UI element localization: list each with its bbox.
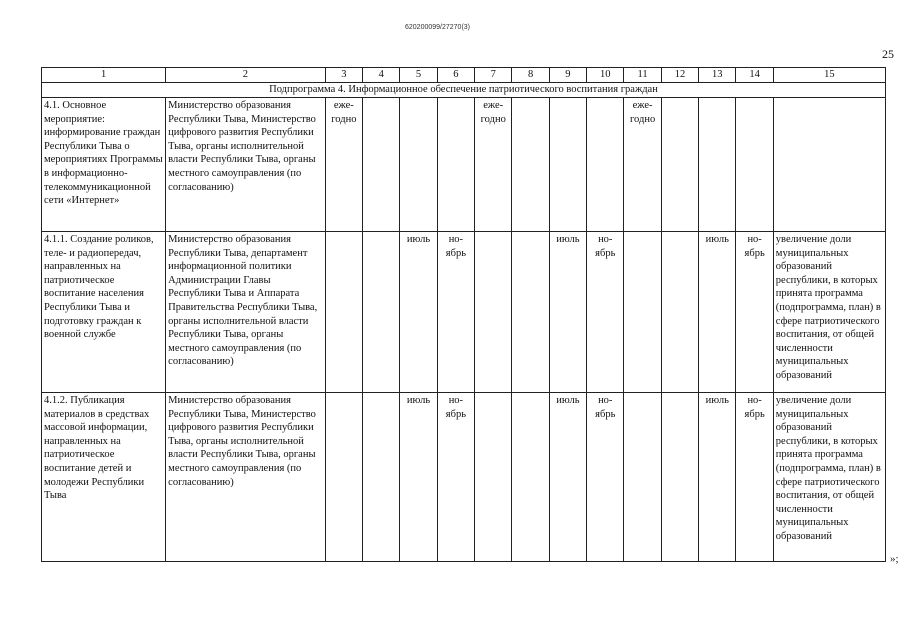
term-cell: еже- годно <box>624 98 661 232</box>
executor-cell: Министерство образования Республики Тыва, Министерство цифрового развития Республики Тыва, органы исполнительной власти Республики Тыва, органы местного самоуправления (по согласованию) <box>166 393 326 562</box>
term-cell: июль <box>699 232 736 393</box>
result-cell: увеличение доли муниципальных образований республики, в которых принята программа (подпрограмма, план) в сфере патриотического воспитания, от общей численности муниципальных образований <box>773 232 885 393</box>
column-number-row <box>42 68 886 83</box>
term-cell: но- ябрь <box>736 393 773 562</box>
result-cell: увеличение доли муниципальных образований республики, в которых принята программа (подпрограмма, план) в сфере патриотического воспитания, от общей численности муниципальных образований <box>773 393 885 562</box>
column-header: 15 <box>773 68 885 83</box>
document-id: 620200099/27270(3) <box>405 24 471 31</box>
term-cell: июль <box>549 232 586 393</box>
column-header: 6 <box>437 68 474 83</box>
term-cell <box>699 98 736 232</box>
term-cell <box>549 98 586 232</box>
term-cell <box>400 98 437 232</box>
table-row <box>42 393 886 562</box>
term-cell: но- ябрь <box>587 393 624 562</box>
column-header: 3 <box>325 68 362 83</box>
term-cell: июль <box>400 393 437 562</box>
term-cell <box>512 98 549 232</box>
term-cell: июль <box>400 232 437 393</box>
term-cell <box>363 98 400 232</box>
table-row <box>42 232 886 393</box>
term-cell: июль <box>549 393 586 562</box>
term-cell <box>736 98 773 232</box>
column-header: 12 <box>661 68 698 83</box>
term-cell <box>363 232 400 393</box>
column-header: 11 <box>624 68 661 83</box>
column-header: 1 <box>42 68 166 83</box>
measure-cell: 4.1.2. Публикация материалов в средствах массовой информации, направленных на патриотическое воспитание детей и молодежи Республики Тыва <box>42 393 166 562</box>
column-header: 9 <box>549 68 586 83</box>
term-cell <box>325 393 362 562</box>
closing-quote-mark: »; <box>890 553 899 565</box>
term-cell <box>437 98 474 232</box>
term-cell: но- ябрь <box>437 232 474 393</box>
term-cell: но- ябрь <box>587 232 624 393</box>
table-row <box>42 98 886 232</box>
term-cell <box>661 98 698 232</box>
term-cell <box>661 232 698 393</box>
term-cell: еже- годно <box>475 98 512 232</box>
term-cell <box>624 393 661 562</box>
term-cell: но- ябрь <box>736 232 773 393</box>
subprogram-title: Подпрограмма 4. Информационное обеспечение патриотического воспитания граждан <box>42 83 886 98</box>
column-header: 7 <box>475 68 512 83</box>
column-header: 13 <box>699 68 736 83</box>
term-cell <box>624 232 661 393</box>
page-number: 25 <box>882 47 894 61</box>
executor-cell: Министерство образования Республики Тыва, департамент информационной политики Администрации Главы Республики Тыва и Аппарата Правительства Республики Тыва, органы исполнительной власти Республики Тыва, органы местного самоуправления (по согласованию) <box>166 232 326 393</box>
column-header: 5 <box>400 68 437 83</box>
term-cell <box>512 232 549 393</box>
term-cell: еже- годно <box>325 98 362 232</box>
term-cell <box>363 393 400 562</box>
plan-table <box>41 67 886 562</box>
column-header: 14 <box>736 68 773 83</box>
measure-cell: 4.1.1. Создание роликов, теле- и радиопередач, направленных на патриотическое воспитание населения Республики Тыва и подготовку граждан к военной службе <box>42 232 166 393</box>
column-header: 10 <box>587 68 624 83</box>
column-header: 8 <box>512 68 549 83</box>
executor-cell: Министерство образования Республики Тыва, Министерство цифрового развития Республики Тыва, органы исполнительной власти Республики Тыва, органы местного самоуправления (по согласованию) <box>166 98 326 232</box>
measure-cell: 4.1. Основное мероприятие: информирование граждан Республики Тыва о мероприятиях Программы в информационно-телекоммуникационной сети «Интернет» <box>42 98 166 232</box>
term-cell <box>325 232 362 393</box>
result-cell <box>773 98 885 232</box>
column-header: 2 <box>166 68 326 83</box>
term-cell <box>661 393 698 562</box>
term-cell <box>587 98 624 232</box>
term-cell: но- ябрь <box>437 393 474 562</box>
term-cell <box>512 393 549 562</box>
column-header: 4 <box>363 68 400 83</box>
subprogram-row <box>42 83 886 98</box>
term-cell <box>475 393 512 562</box>
term-cell <box>475 232 512 393</box>
term-cell: июль <box>699 393 736 562</box>
